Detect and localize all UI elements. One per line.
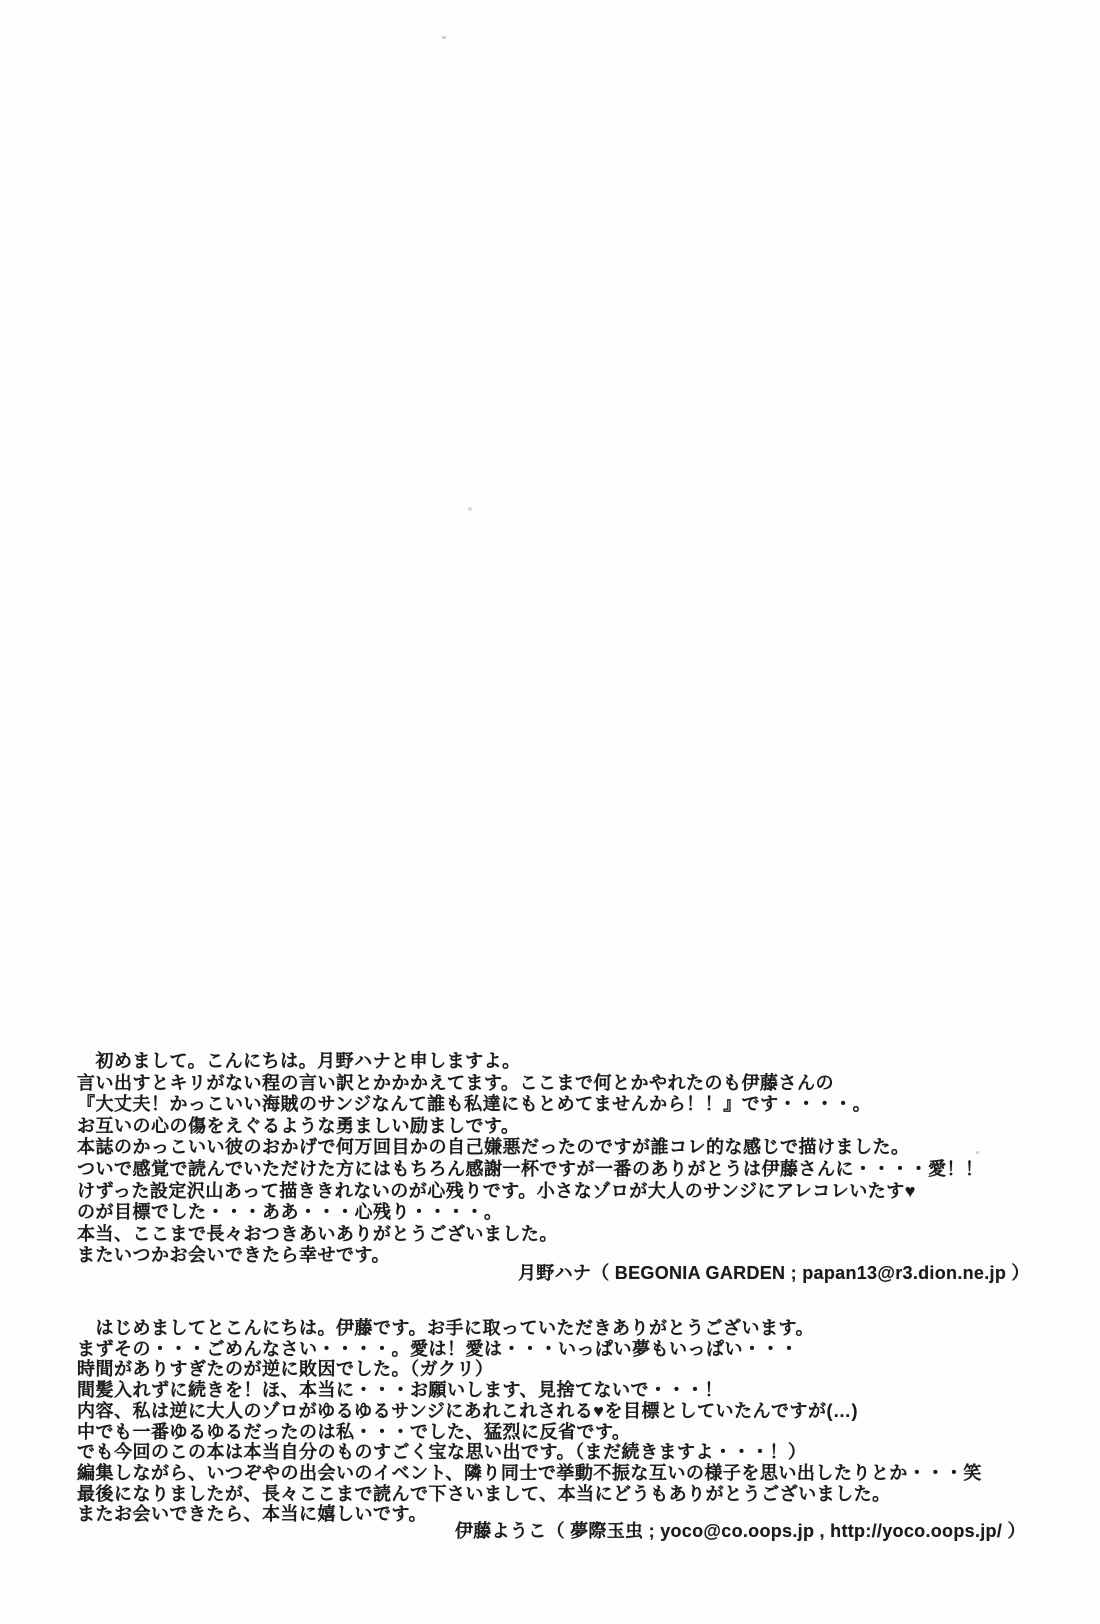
afterword-line: 時間がありすぎたのが逆に敗因でした。（ガクリ） [77,1359,494,1380]
afterword-line: まずその・・・ごめんなさい・・・・。愛は！愛は・・・いっぱい夢もいっぱい・・・ [77,1338,799,1359]
afterword-line: 言い出すとキリがない程の言い訳とかかかえてます。ここまで何とかやれたのも伊藤さんの [77,1072,835,1093]
afterword-tsukino-signature: 月野ハナ（ BEGONIA GARDEN ; papan13@r3.dion.ne.jp ） [518,1263,1030,1283]
scan-speck [468,507,472,511]
afterword-line: 初めまして。こんにちは。月野ハナと申しますよ。 [77,1051,521,1071]
afterword-line: ついで感覚で読んでいただけた方にはもちろん感謝一杯ですが一番のありがとうは伊藤さんに・・・・愛！！ [77,1158,984,1179]
afterword-ito-block [77,1318,982,1525]
scan-speck [442,36,446,39]
afterword-line: 内容、私は逆に大人のゾロがゆるゆるサンジにあれこれされる♥を目標としていたんですが(…) [77,1400,858,1421]
afterword-tsukino-block [77,1051,984,1267]
afterword-line: 本当、ここまで長々おつきあいありがとうございました。 [77,1223,558,1244]
afterword-line: またお会いできたら、本当に嬉しいです。 [77,1504,428,1525]
afterword-ito-signature: 伊藤ようこ（ 夢際玉虫 ; yoco@co.oops.jp , http://yoco.oops.jp/ ） [455,1521,1026,1541]
afterword-line: けずった設定沢山あって描ききれないのが心残りです。小さなゾロが大人のサンジにアレコレいたす♥ [77,1180,916,1201]
afterword-line: 本誌のかっこいい彼のおかげで何万回目かの自己嫌悪だったのですが誰コレ的な感じで描けました。 [77,1137,910,1158]
afterword-line: お互いの心の傷をえぐるような勇ましい励ましです。 [77,1115,520,1136]
afterword-line: 中でも一番ゆるゆるだったのは私・・・でした、猛烈に反省です。 [77,1421,631,1442]
afterword-line: 編集しながら、いつぞやの出会いのイベント、隣り同士で挙動不振な互いの様子を思い出したりとか・・・笑 [77,1462,982,1483]
afterword-line: でも今回のこの本は本当自分のものすごく宝な思い出です。（まだ続きますよ・・・！） [77,1442,807,1463]
afterword-line: またいつかお会いできたら幸せです。 [77,1245,391,1266]
afterword-line: のが目標でした・・・ああ・・・心残り・・・・。 [77,1202,503,1223]
afterword-line: 間髪入れずに続きを！ほ、本当に・・・お願いします、見捨てないで・・・！ [77,1380,724,1401]
afterword-line: 『大丈夫！かっこいい海賊のサンジなんて誰も私達にもとめてませんから！！』です・・・・。 [77,1094,872,1115]
afterword-line: 最後になりましたが、長々ここまで読んで下さいまして、本当にどうもありがとうございました。 [77,1483,891,1504]
afterword-line: はじめましてとこんにちは。伊藤です。お手に取っていただきありがとうございます。 [77,1318,815,1338]
